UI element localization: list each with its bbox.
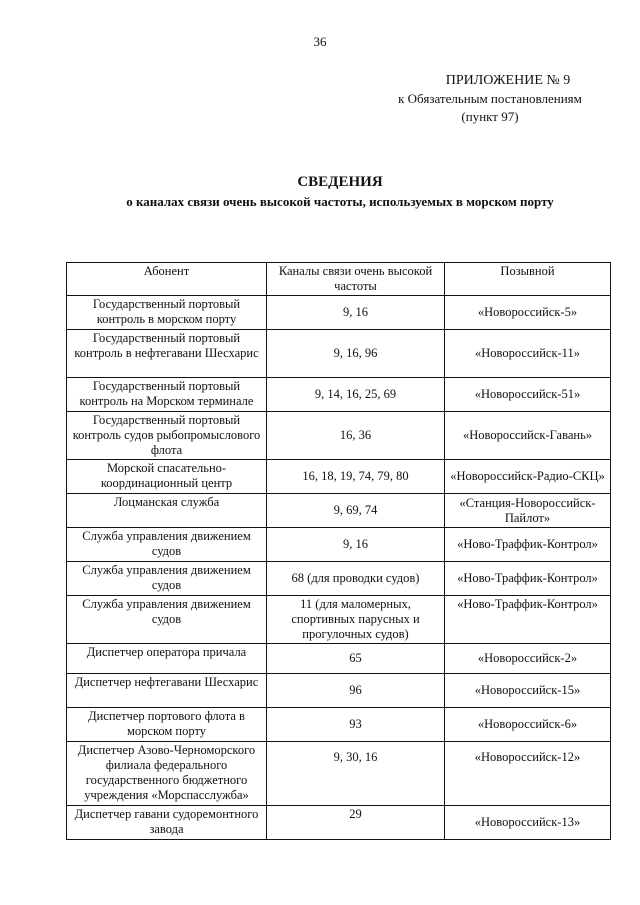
- header-channels: Каналы связи очень высокой частоты: [267, 263, 445, 296]
- cell-channels: 68 (для проводки судов): [267, 562, 445, 596]
- cell-callsign: «Новороссийск-13»: [445, 806, 611, 840]
- cell-subscriber: Государственный портовый контроль судов рыбопромыслового флота: [67, 412, 267, 460]
- cell-callsign: «Новороссийск-12»: [445, 742, 611, 806]
- table-row: [67, 742, 611, 806]
- cell-callsign: «Ново-Траффик-Контрол»: [445, 562, 611, 596]
- appendix-clause: (пункт 97): [461, 109, 519, 124]
- cell-channels: 9, 16: [267, 528, 445, 562]
- cell-subscriber: Диспетчер гавани судоремонтного завода: [67, 806, 267, 840]
- cell-callsign: «Ново-Траффик-Контрол»: [445, 596, 611, 644]
- cell-subscriber: Государственный портовый контроль в морском порту: [67, 296, 267, 330]
- cell-subscriber: Лоцманская служба: [67, 494, 267, 528]
- table-row: [67, 296, 611, 330]
- table-header-row: [67, 263, 611, 296]
- appendix-block: [360, 72, 620, 126]
- cell-channels: 9, 30, 16: [267, 742, 445, 806]
- page-number: 36: [313, 34, 327, 49]
- table-row: [67, 644, 611, 674]
- cell-callsign: «Новороссийск-Гавань»: [445, 412, 611, 460]
- appendix-reference: к Обязательным постановлениям: [398, 91, 582, 106]
- cell-callsign: «Ново-Траффик-Контрол»: [445, 528, 611, 562]
- table-row: [67, 708, 611, 742]
- cell-subscriber: Государственный портовый контроль на Морском терминале: [67, 378, 267, 412]
- table-row: [67, 562, 611, 596]
- table-row: [67, 412, 611, 460]
- cell-callsign: «Новороссийск-15»: [445, 674, 611, 708]
- cell-callsign: «Новороссийск-11»: [445, 330, 611, 378]
- table-row: [67, 494, 611, 528]
- document-title: СВЕДЕНИЯ: [297, 174, 383, 190]
- cell-channels: 11 (для маломерных, спортивных парусных и прогулочных судов): [267, 596, 445, 644]
- document-subtitle: о каналах связи очень высокой частоты, используемых в морском порту: [126, 194, 554, 209]
- cell-subscriber: Морской спасательно-координационный центр: [67, 460, 267, 494]
- cell-channels: 9, 16, 96: [267, 330, 445, 378]
- table-row: [67, 674, 611, 708]
- cell-subscriber: Диспетчер нефтегавани Шесхарис: [67, 674, 267, 708]
- appendix-title: ПРИЛОЖЕНИЕ № 9: [445, 73, 571, 88]
- table-row: [67, 528, 611, 562]
- table-row: [67, 330, 611, 378]
- cell-channels: 93: [267, 708, 445, 742]
- cell-subscriber: Диспетчер оператора причала: [67, 644, 267, 674]
- vhf-channels-table: [66, 262, 611, 840]
- cell-subscriber: Служба управления движением судов: [67, 596, 267, 644]
- cell-channels: 9, 16: [267, 296, 445, 330]
- cell-subscriber: Государственный портовый контроль в нефтегавани Шесхарис: [67, 330, 267, 378]
- cell-channels: 96: [267, 674, 445, 708]
- table-row: [67, 378, 611, 412]
- cell-callsign: «Новороссийск-51»: [445, 378, 611, 412]
- cell-channels: 9, 14, 16, 25, 69: [267, 378, 445, 412]
- cell-subscriber: Служба управления движением судов: [67, 562, 267, 596]
- cell-callsign: «Станция-Новороссийск-Пайлот»: [445, 494, 611, 528]
- table-row: [67, 460, 611, 494]
- cell-callsign: «Новороссийск-6»: [445, 708, 611, 742]
- cell-subscriber: Служба управления движением судов: [67, 528, 267, 562]
- cell-subscriber: Диспетчер Азово-Черноморского филиала федерального государственного бюджетного учреждения «Морспасслужба»: [67, 742, 267, 806]
- header-callsign: Позывной: [445, 263, 611, 296]
- cell-channels: 29: [267, 806, 445, 840]
- cell-channels: 65: [267, 644, 445, 674]
- cell-callsign: «Новороссийск-2»: [445, 644, 611, 674]
- cell-channels: 16, 18, 19, 74, 79, 80: [267, 460, 445, 494]
- table-row: [67, 596, 611, 644]
- header-subscriber: Абонент: [67, 263, 267, 296]
- cell-channels: 16, 36: [267, 412, 445, 460]
- cell-channels: 9, 69, 74: [267, 494, 445, 528]
- table-row: [67, 806, 611, 840]
- cell-subscriber: Диспетчер портового флота в морском порту: [67, 708, 267, 742]
- cell-callsign: «Новороссийск-Радио-СКЦ»: [445, 460, 611, 494]
- cell-callsign: «Новороссийск-5»: [445, 296, 611, 330]
